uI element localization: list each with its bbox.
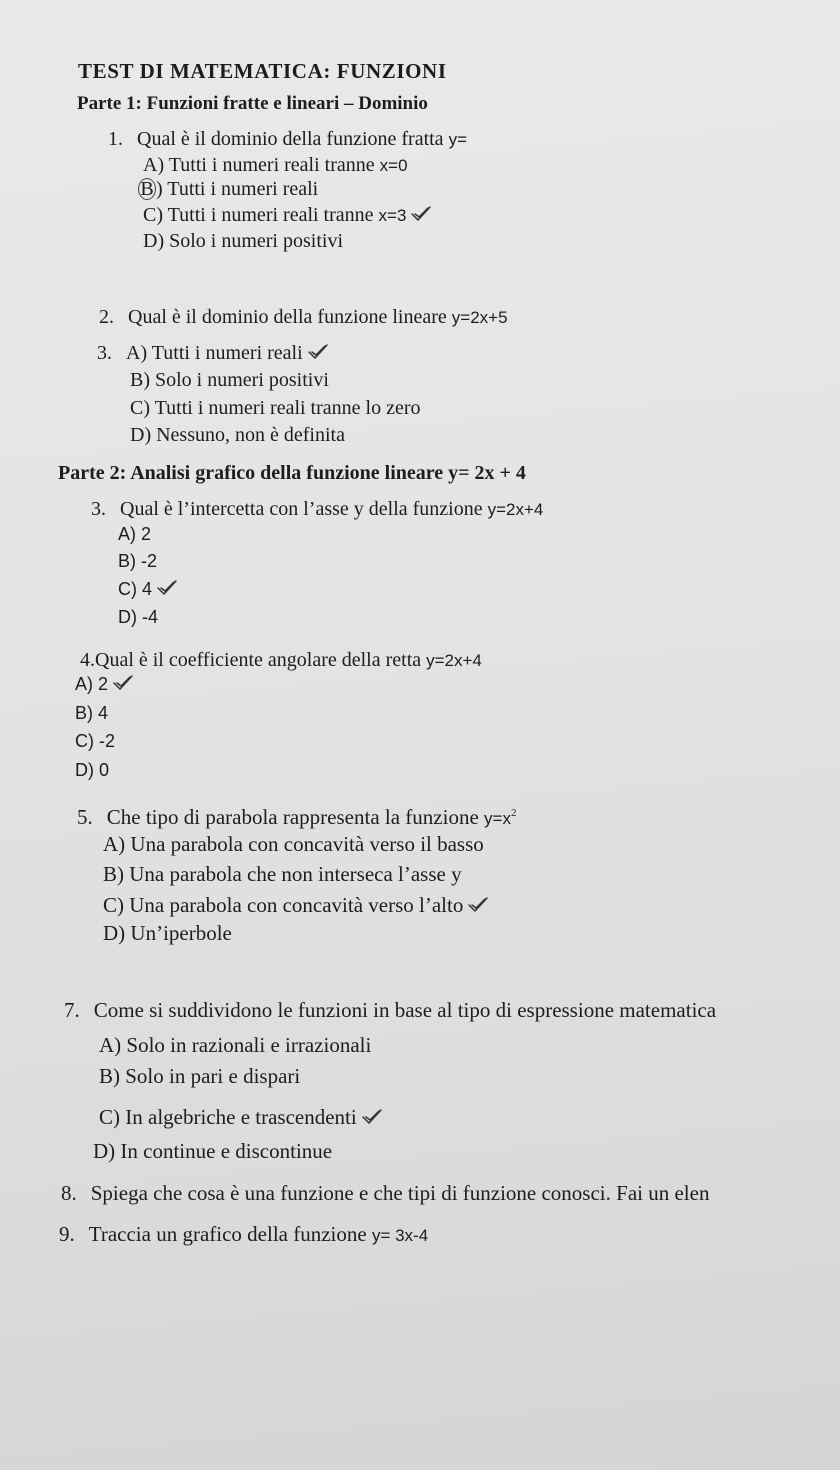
option-text: A) 2 bbox=[75, 674, 109, 694]
question-number: 2. bbox=[99, 306, 114, 328]
question-number: 8. bbox=[61, 1181, 77, 1205]
part-2-text: Parte 2: Analisi grafico della funzione lineare bbox=[58, 462, 449, 484]
q4-option-b: B) 4 bbox=[75, 703, 109, 723]
question-3 bbox=[91, 497, 543, 522]
check-mark-icon bbox=[467, 896, 489, 914]
question-text: Qual è il dominio della funzione lineare bbox=[128, 306, 452, 328]
circled-letter: B bbox=[138, 178, 156, 200]
question-number: 1. bbox=[108, 128, 123, 150]
q4-option-a bbox=[75, 672, 134, 696]
question-text: Traccia un grafico della funzione bbox=[88, 1222, 372, 1246]
q3-option-c bbox=[118, 577, 178, 601]
check-mark-icon bbox=[156, 579, 178, 597]
equation: y= 2x + 4 bbox=[448, 462, 526, 484]
q5-option-a: A) Una parabola con concavità verso il basso bbox=[103, 832, 484, 856]
q7-option-c bbox=[99, 1105, 383, 1129]
option-text: A) Tutti i numeri reali bbox=[126, 342, 303, 364]
option-text: C) In algebriche e trascendenti bbox=[99, 1105, 357, 1129]
check-mark-icon bbox=[361, 1108, 383, 1126]
equation: x=3 bbox=[378, 206, 407, 225]
q5-option-d: D) Un’iperbole bbox=[103, 921, 232, 945]
equation: y=x bbox=[484, 809, 511, 828]
question-number: 5. bbox=[77, 805, 93, 829]
q7-option-a: A) Solo in razionali e irrazionali bbox=[99, 1033, 372, 1057]
question-text: Come si suddividono le funzioni in base al tipo di espressione matematica bbox=[93, 998, 717, 1022]
equation: y=2x+4 bbox=[426, 651, 482, 670]
question-4 bbox=[80, 648, 482, 673]
option-text: C) 4 bbox=[118, 579, 153, 599]
q2-option-b: B) Solo i numeri positivi bbox=[130, 369, 329, 391]
q5-option-b: B) Una parabola che non interseca l’asse y bbox=[103, 862, 462, 886]
q1-option-a bbox=[143, 153, 408, 178]
q1-option-c bbox=[143, 203, 432, 228]
part-2-heading bbox=[58, 461, 526, 485]
question-number: 9. bbox=[59, 1222, 75, 1246]
q7-option-d: D) In continue e discontinue bbox=[93, 1139, 333, 1163]
option-text: ) Tutti i numeri reali bbox=[156, 178, 319, 200]
question-text: Qual è l’intercetta con l’asse y della funzione bbox=[120, 498, 488, 520]
part-1-heading: Parte 1: Funzioni fratte e lineari – Dominio bbox=[77, 93, 428, 114]
option-text: C) Tutti i numeri reali tranne bbox=[143, 204, 379, 226]
question-8 bbox=[61, 1181, 709, 1205]
q4-option-c: C) -2 bbox=[75, 731, 115, 751]
q3-option-a: A) 2 bbox=[118, 524, 152, 544]
question-number: 7. bbox=[64, 998, 80, 1022]
equation: y= 3x-4 bbox=[371, 1226, 429, 1245]
option-text: A) Tutti i numeri reali tranne bbox=[143, 154, 380, 176]
equation: y=2x+5 bbox=[451, 308, 508, 327]
q2-option-a bbox=[97, 341, 329, 365]
check-mark-icon bbox=[112, 674, 134, 692]
check-mark-icon bbox=[410, 205, 432, 223]
page-title: TEST DI MATEMATICA: FUNZIONI bbox=[78, 59, 447, 83]
equation: y= bbox=[448, 130, 467, 149]
option-text: C) Una parabola con concavità verso l’alto bbox=[103, 893, 464, 917]
equation: x=0 bbox=[379, 156, 408, 175]
question-text: 4.Qual è il coefficiente angolare della retta bbox=[80, 649, 427, 671]
q3-option-d: D) -4 bbox=[118, 607, 158, 627]
question-text: Spiega che cosa è una funzione e che tipi di funzione conosci. Fai un elen bbox=[90, 1181, 710, 1205]
question-number: 3. bbox=[97, 342, 112, 364]
question-number: 3. bbox=[91, 498, 106, 520]
q1-option-d: D) Solo i numeri positivi bbox=[143, 230, 343, 252]
q3-option-b: B) -2 bbox=[118, 551, 158, 571]
check-mark-icon bbox=[307, 343, 329, 361]
exponent: 2 bbox=[510, 807, 517, 819]
question-9 bbox=[59, 1222, 428, 1248]
question-5 bbox=[77, 801, 516, 831]
question-2 bbox=[99, 305, 508, 330]
q4-option-d: D) 0 bbox=[75, 760, 110, 780]
q5-option-c bbox=[103, 893, 489, 917]
question-7 bbox=[64, 998, 716, 1022]
q1-option-b bbox=[142, 177, 318, 201]
q7-option-b: B) Solo in pari e dispari bbox=[99, 1064, 301, 1088]
q2-option-d: D) Nessuno, non è definita bbox=[130, 424, 345, 446]
q2-option-c: C) Tutti i numeri reali tranne lo zero bbox=[130, 397, 421, 419]
question-1 bbox=[108, 127, 467, 152]
question-text: Che tipo di parabola rappresenta la funzione bbox=[106, 805, 485, 829]
equation: y=2x+4 bbox=[487, 500, 544, 519]
question-text: Qual è il dominio della funzione fratta bbox=[137, 128, 449, 150]
